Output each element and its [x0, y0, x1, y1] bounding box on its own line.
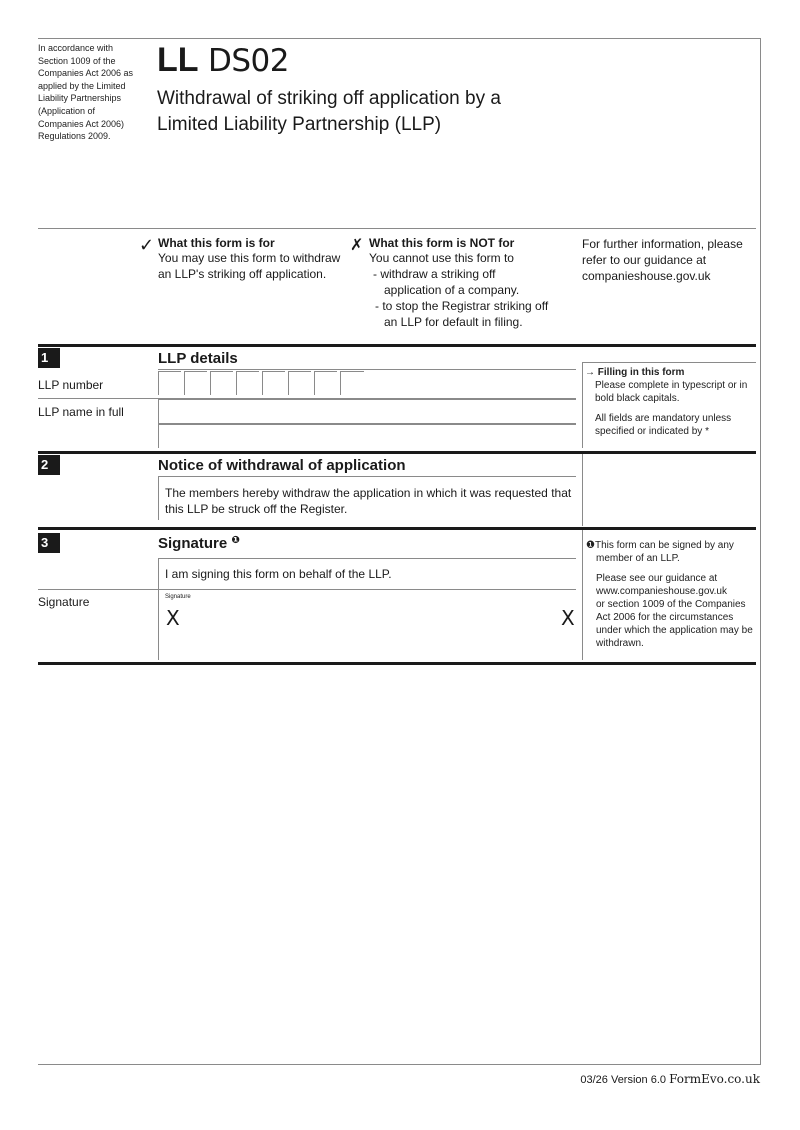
section3-title-rule — [158, 558, 576, 559]
signature-field[interactable] — [158, 590, 576, 660]
accordance-note: In accordance with Section 1009 of the Companies Act 2006 as applied by the Limited Liability Partnerships (Application of Companies Act 2006) Regulations 2009. — [38, 43, 134, 142]
section2-left-rule — [158, 476, 159, 520]
section1-side-divider — [582, 362, 583, 448]
withdrawal-statement: The members hereby withdraw the application in which it was requested that this LLP be struck off the Register. — [165, 486, 572, 516]
footer-version: 03/26 Version 6.0 FormEvo.co.uk — [580, 1072, 760, 1086]
llp-name-label: LLP name in full — [38, 405, 124, 419]
form-code — [157, 40, 289, 81]
filling-in-note: → Filling in this form Please complete in typescript or in bold black capitals. All fields are mandatory unless specified or indicated by * — [585, 367, 748, 437]
signature-cross-icon: X — [166, 606, 180, 630]
signature-label: Signature — [38, 595, 90, 609]
further-information: For further information, please refer to our guidance at companieshouse.gov.uk — [582, 237, 743, 283]
bottom-border — [38, 1064, 760, 1065]
llp-number-digit[interactable] — [314, 371, 337, 395]
note-marker-icon: ❶ — [231, 535, 240, 546]
form-prefix: LL — [157, 41, 199, 79]
form-number: DS02 — [208, 43, 289, 79]
section1-title: LLP details — [158, 350, 238, 367]
form-is-not-for: What this form is NOT for You cannot use this form to - withdraw a striking off application of a company. - to stop the Registrar striking off an LLP for default in filing. — [369, 236, 549, 329]
section3-number: 3 — [38, 533, 60, 553]
section2-rule — [38, 451, 756, 454]
signature-field-label: Signature — [165, 594, 191, 600]
section2-title-rule — [158, 476, 576, 477]
section1-number: 1 — [38, 348, 60, 368]
cross-icon: ✗ — [350, 235, 364, 254]
signature-note: ❶This form can be signed by any member of an LLP. Please see our guidance at www.companieshouse.gov.uk or section 1009 of the Companies Act 2006 for the circumstances under which the application may be withdrawn. — [586, 540, 753, 649]
section1-title-rule — [158, 369, 576, 370]
llp-number-digit[interactable] — [288, 371, 311, 395]
info-top-rule — [38, 228, 756, 229]
section3-side-divider — [582, 530, 583, 660]
section2-side-divider — [582, 454, 583, 526]
section3-bottom-rule — [38, 662, 756, 665]
footer-brand: FormEvo.co.uk — [669, 1072, 760, 1086]
llp-name-field-line1[interactable] — [158, 399, 576, 423]
section2-title: Notice of withdrawal of application — [158, 457, 406, 474]
signature-cross-icon: X — [561, 606, 575, 630]
llp-number-digit[interactable] — [158, 371, 181, 395]
llp-number-digit[interactable] — [210, 371, 233, 395]
llp-number-label: LLP number — [38, 378, 104, 392]
note-marker-icon: ❶ — [586, 540, 595, 551]
llp-number-digit[interactable] — [262, 371, 285, 395]
form-title: Withdrawal of striking off application by a Limited Liability Partnership (LLP) — [157, 88, 501, 135]
check-icon: ✓ — [139, 235, 155, 255]
signing-statement: I am signing this form on behalf of the LLP. — [165, 567, 392, 581]
right-border — [760, 38, 761, 1065]
section2-number: 2 — [38, 455, 60, 475]
llp-number-digit[interactable] — [236, 371, 259, 395]
section1-side-rule — [582, 362, 756, 363]
llp-name-field-line2[interactable] — [158, 424, 576, 448]
llp-number-digit[interactable] — [340, 371, 364, 395]
form-is-for: What this form is for You may use this form to withdraw an LLP's striking off application. — [158, 236, 341, 281]
section1-rule — [38, 344, 756, 347]
top-border — [38, 38, 760, 39]
llp-number-digit[interactable] — [184, 371, 207, 395]
section3-rule — [38, 527, 756, 530]
section3-title: Signature $^❶$ — [158, 535, 240, 552]
